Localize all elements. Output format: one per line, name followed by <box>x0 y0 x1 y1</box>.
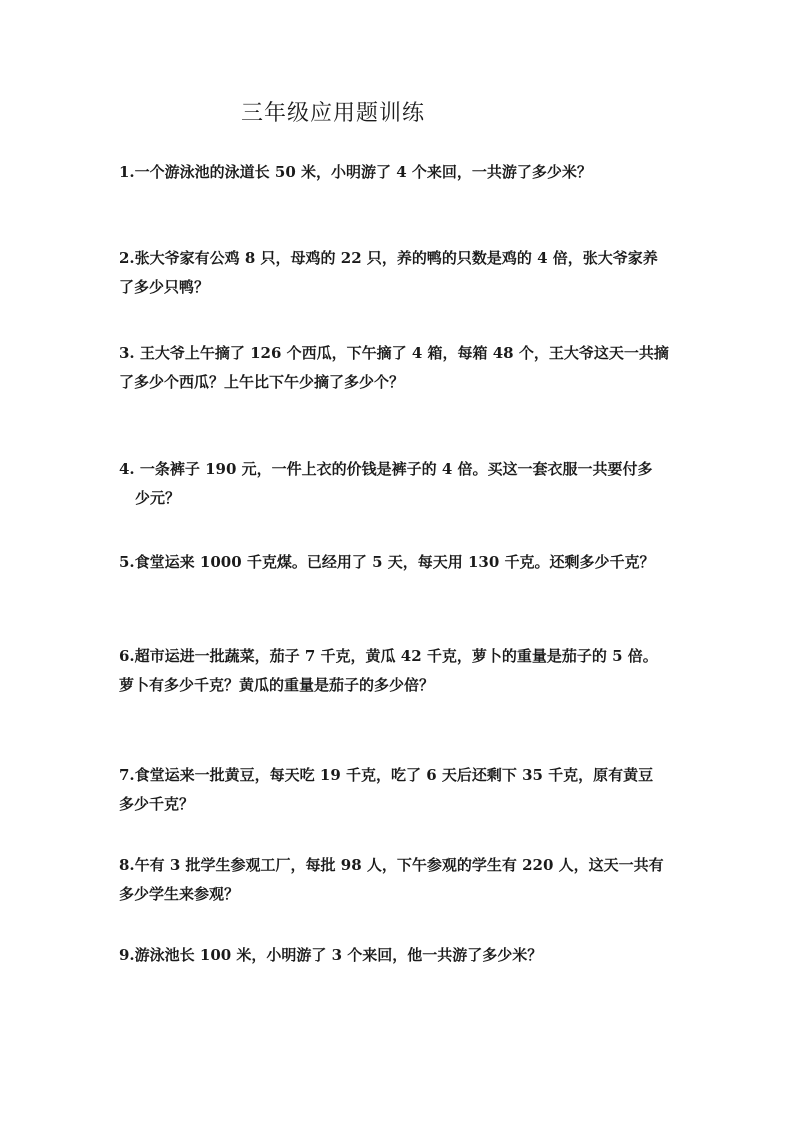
question-text: 8.午有 3 批学生参观工厂，每批 98 人，下午参观的学生有 220 人，这天一共有 <box>119 856 664 874</box>
question-text-continued: 少元？ <box>135 489 181 507</box>
question-text-continued: 了多少只鸭？ <box>119 278 210 296</box>
page-title: 三年级应用题训练 <box>241 101 426 126</box>
question-text: 6.超市运进一批蔬菜，茄子 7 千克，黄瓜 42 千克，萝卜的重量是茄子的 5 倍。 <box>119 647 658 665</box>
question-text-continued: 了多少个西瓜？上午比下午少摘了多少个？ <box>119 373 405 391</box>
question-1 <box>119 158 679 187</box>
question-3 <box>119 339 679 397</box>
question-4 <box>119 455 679 513</box>
question-9 <box>119 941 679 970</box>
question-6 <box>119 642 679 700</box>
question-2 <box>119 244 679 302</box>
question-text: 2.张大爷家有公鸡 8 只，母鸡的 22 只，养的鸭的只数是鸡的 4 倍，张大爷家养 <box>119 249 658 267</box>
question-text: 4. 一条裤子 190 元，一件上衣的价钱是裤子的 4 倍。买这一套衣服一共要付多 <box>119 460 653 478</box>
question-7 <box>119 761 679 819</box>
question-5 <box>119 548 679 577</box>
question-8 <box>119 851 679 909</box>
question-text: 1.一个游泳池的泳道长 50 米，小明游了 4 个来回，一共游了多少米？ <box>119 163 592 181</box>
question-text: 5.食堂运来 1000 千克煤。已经用了 5 天，每天用 130 千克。还剩多少千克？ <box>119 553 655 571</box>
question-text: 9.游泳池长 100 米，小明游了 3 个来回，他一共游了多少米？ <box>119 946 543 964</box>
question-text: 3. 王大爷上午摘了 126 个西瓜，下午摘了 4 箱，每箱 48 个，王大爷这天一共摘 <box>119 344 669 362</box>
question-text-continued: 多少学生来参观？ <box>119 885 240 903</box>
question-text-continued: 萝卜有多少千克？黄瓜的重量是茄子的多少倍？ <box>119 676 435 694</box>
question-text-continued: 多少千克？ <box>119 795 195 813</box>
question-text: 7.食堂运来一批黄豆，每天吃 19 千克，吃了 6 天后还剩下 35 千克，原有黄豆 <box>119 766 654 784</box>
